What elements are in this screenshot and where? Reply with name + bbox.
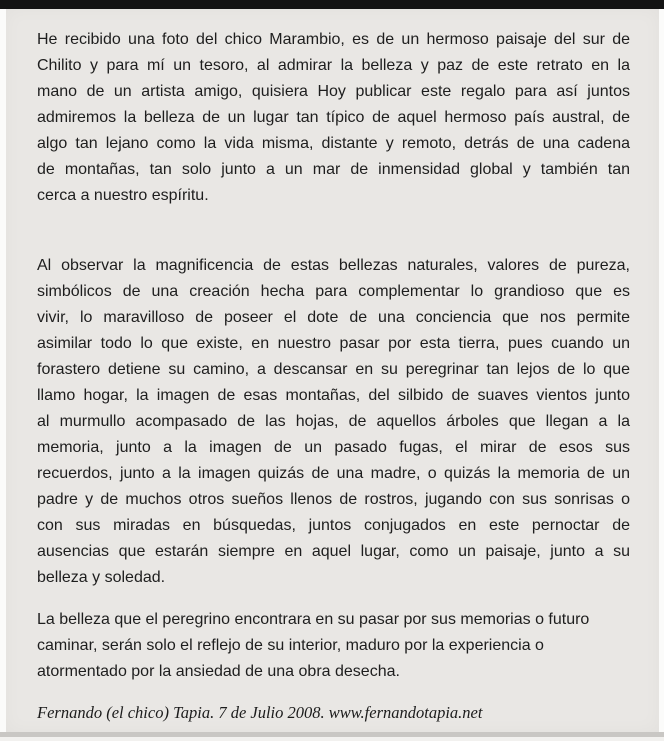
text-line: llamo hogar, la imagen de esas montañas, del silbido de suaves vientos junto (37, 387, 630, 404)
text-line: forastero detiene su camino, a descansar en su peregrinar tan lejos de lo que (37, 361, 630, 378)
text-line: asimilar todo lo que existe, en nuestro pasar por esta tierra, pues cuando un (37, 335, 630, 352)
text-line: padre y de muchos otros sueños llenos de rostros, jugando con sus sonrisas o (37, 491, 630, 508)
text-line: He recibido una foto del chico Marambio, es de un hermoso paisaje del sur de (37, 31, 630, 48)
scan-bottom-edge (0, 732, 664, 741)
document-text (37, 27, 630, 725)
text-line: vivir, lo maravilloso de poseer el dote de una conciencia que nos permite (37, 309, 630, 326)
text-line: simbólicos de una creación hecha para complementar lo grandioso que es (37, 283, 630, 300)
text-line: admiremos la belleza de un lugar tan típico de aquel hermoso país austral, de (37, 109, 630, 126)
document-page (6, 9, 659, 732)
text-line: Chilito y para mí un tesoro, al admirar la belleza y paz de este retrato en la (37, 57, 630, 74)
paragraph (37, 253, 630, 591)
paragraph (37, 27, 630, 209)
text-line: recuerdos, junto a la imagen quizás de una madre, o quizás la memoria de un (37, 465, 630, 482)
text-line: cerca a nuestro espíritu. (37, 187, 209, 204)
text-line: Al observar la magnificencia de estas bellezas naturales, valores de pureza, (37, 257, 630, 274)
text-line: con sus miradas en búsquedas, juntos conjugados en este pernoctar de (37, 517, 630, 534)
text-line: caminar, serán solo el reflejo de su interior, maduro por la experiencia o (37, 637, 544, 654)
text-line: al murmullo acompasado de las hojas, de aquellos árboles que llegan a la (37, 413, 630, 430)
scan-top-edge (0, 0, 664, 9)
text-line: belleza y soledad. (37, 569, 166, 586)
text-line: atormentado por la ansiedad de una obra desecha. (37, 663, 400, 680)
text-line: algo tan lejano como la vida misma, distante y remoto, detrás de una cadena (37, 135, 630, 152)
text-line: ausencias que estarán siempre en aquel lugar, como un paisaje, junto a su (37, 543, 630, 560)
paragraph (37, 607, 630, 685)
text-line: mano de un artista amigo, quisiera Hoy publicar este regalo para así juntos (37, 83, 630, 100)
text-line: memoria, junto a la imagen de un pasado fugas, el mirar de esos sus (37, 439, 630, 456)
paragraphs-container (37, 27, 630, 685)
text-line: de montañas, tan solo junto a un mar de inmensidad global y también tan (37, 161, 630, 178)
signature-line: Fernando (el chico) Tapia. 7 de Julio 2008. www.fernandotapia.net (37, 703, 483, 722)
text-line: La belleza que el peregrino encontrara en su pasar por sus memorias o futuro (37, 611, 590, 628)
